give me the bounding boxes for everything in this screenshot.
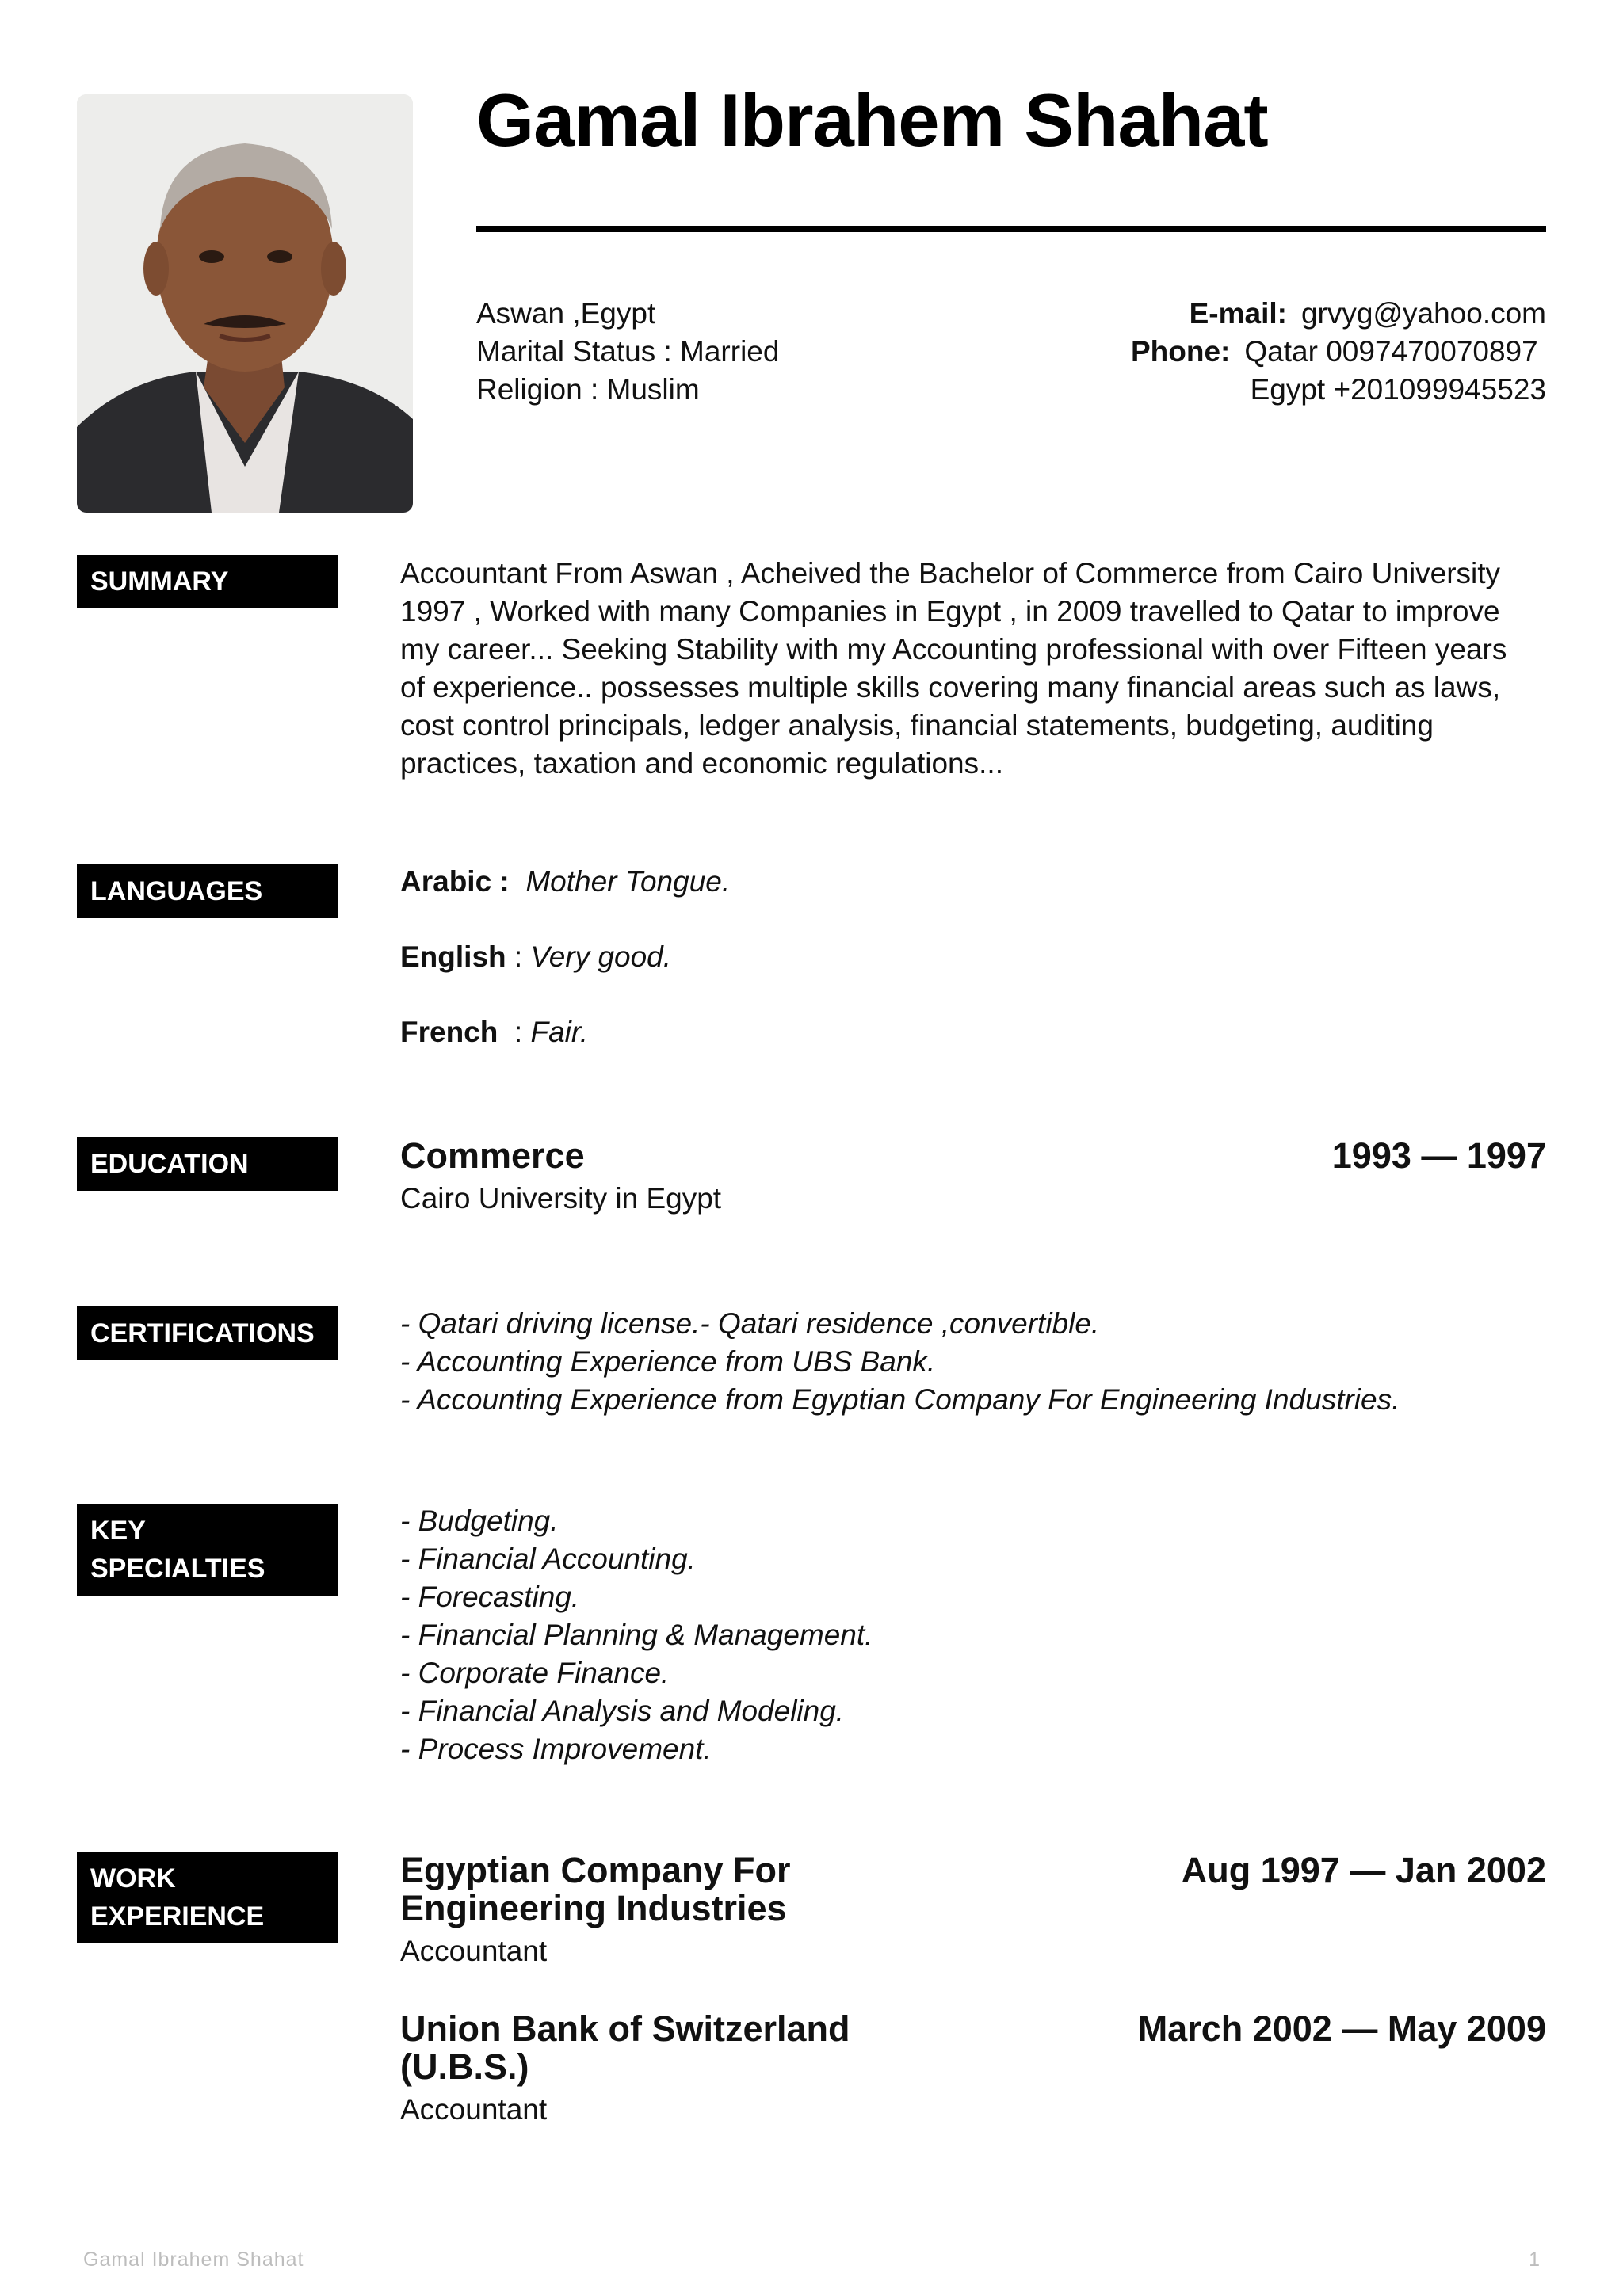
- language-item: [400, 1013, 1546, 1051]
- phone-egypt: Egypt +201099945523: [1250, 373, 1546, 406]
- email-value[interactable]: grvyg@yahoo.com: [1300, 297, 1546, 330]
- label-line: SPECIALTIES: [90, 1554, 265, 1584]
- company-name-line: Engineering Industries: [400, 1888, 787, 1928]
- work-entry: [400, 2010, 1546, 2129]
- work-header: [400, 2010, 1546, 2086]
- phone-row: [1131, 333, 1546, 371]
- company-name-line: Egyptian Company For: [400, 1850, 791, 1890]
- location: Aswan ,Egypt: [476, 297, 656, 330]
- language-name: French: [400, 1016, 498, 1048]
- education-dates: 1993 — 1997: [1331, 1135, 1546, 1176]
- language-item: [400, 863, 1546, 901]
- summary-line: 1997 , Worked with many Companies in Egypt , in 2009 travelled to Qatar to improve: [400, 595, 1500, 627]
- profile-photo: [77, 94, 413, 513]
- specialties-list: [400, 1502, 1546, 1768]
- work-dates: Aug 1997 — Jan 2002: [1181, 1850, 1546, 1890]
- language-level: Fair.: [530, 1016, 589, 1048]
- page-number: 1: [1529, 2248, 1540, 2271]
- email-label: E-mail:: [1189, 297, 1287, 330]
- specialty-item: - Process Improvement.: [400, 1733, 712, 1765]
- certifications-list: [400, 1305, 1546, 1419]
- religion: Religion : Muslim: [476, 373, 700, 406]
- specialty-item: - Budgeting.: [400, 1505, 559, 1537]
- work-list: [400, 1852, 1546, 2129]
- degree-title: Commerce: [400, 1135, 585, 1176]
- certification-item: - Qatari driving license.- Qatari residence ,convertible.: [400, 1307, 1100, 1340]
- language-item: [400, 938, 1546, 976]
- contact-info: [1131, 295, 1546, 409]
- specialty-item: - Corporate Finance.: [400, 1657, 670, 1689]
- company-name: [400, 2010, 850, 2086]
- phone-label: Phone:: [1131, 335, 1231, 368]
- candidate-name: Gamal Ibrahem Shahat: [476, 78, 1268, 162]
- section-label-education: EDUCATION: [77, 1137, 338, 1191]
- company-name-line: Union Bank of Switzerland: [400, 2008, 850, 2049]
- language-level: Very good.: [530, 940, 672, 973]
- email-row: [1131, 295, 1546, 333]
- specialty-item: - Financial Planning & Management.: [400, 1619, 873, 1651]
- summary-text: [400, 555, 1546, 783]
- languages-list: [400, 863, 1546, 1089]
- marital-status: Marital Status : Married: [476, 335, 780, 368]
- language-name: Arabic :: [400, 865, 510, 898]
- specialty-item: - Financial Accounting.: [400, 1543, 696, 1575]
- phone-qatar: Qatar 0097470070897: [1244, 335, 1538, 368]
- company-name-line: (U.B.S.): [400, 2046, 529, 2087]
- summary-line: practices, taxation and economic regulations...: [400, 747, 1003, 780]
- language-level: Mother Tongue.: [525, 865, 731, 898]
- footer-name: Gamal Ibrahem Shahat: [83, 2248, 304, 2271]
- certification-item: - Accounting Experience from Egyptian Company For Engineering Industries.: [400, 1383, 1400, 1416]
- summary-line: my career... Seeking Stability with my Accounting professional with over Fifteen years: [400, 633, 1507, 666]
- work-dates: March 2002 — May 2009: [1137, 2008, 1546, 2049]
- section-label-summary: SUMMARY: [77, 555, 338, 608]
- header-divider: [476, 226, 1546, 232]
- work-entry: [400, 1852, 1546, 1970]
- institution: Cairo University in Egypt: [400, 1182, 722, 1215]
- label-line: WORK: [90, 1863, 176, 1894]
- section-label-languages: LANGUAGES: [77, 864, 338, 918]
- company-name: [400, 1852, 791, 1928]
- education-header: [400, 1137, 1546, 1175]
- job-role: Accountant: [400, 1935, 548, 1967]
- certification-item: - Accounting Experience from UBS Bank.: [400, 1345, 936, 1378]
- section-label-certifications: CERTIFICATIONS: [77, 1306, 338, 1360]
- personal-info: [476, 295, 779, 409]
- language-name: English: [400, 940, 506, 973]
- language-sep: :: [498, 1016, 531, 1048]
- language-sep: :: [506, 940, 531, 973]
- label-line: EXPERIENCE: [90, 1901, 265, 1932]
- summary-line: cost control principals, ledger analysis, financial statements, budgeting, auditing: [400, 709, 1434, 742]
- section-label-work: [77, 1852, 338, 1943]
- education-entry: [400, 1137, 1546, 1218]
- label-line: KEY: [90, 1516, 146, 1546]
- work-header: [400, 1852, 1546, 1928]
- specialty-item: - Forecasting.: [400, 1581, 580, 1613]
- summary-line: of experience.. possesses multiple skills covering many financial areas such as laws,: [400, 671, 1501, 704]
- job-role: Accountant: [400, 2093, 548, 2126]
- specialty-item: - Financial Analysis and Modeling.: [400, 1695, 845, 1727]
- summary-line: Accountant From Aswan , Acheived the Bachelor of Commerce from Cairo University: [400, 557, 1501, 589]
- section-label-specialties: [77, 1504, 338, 1596]
